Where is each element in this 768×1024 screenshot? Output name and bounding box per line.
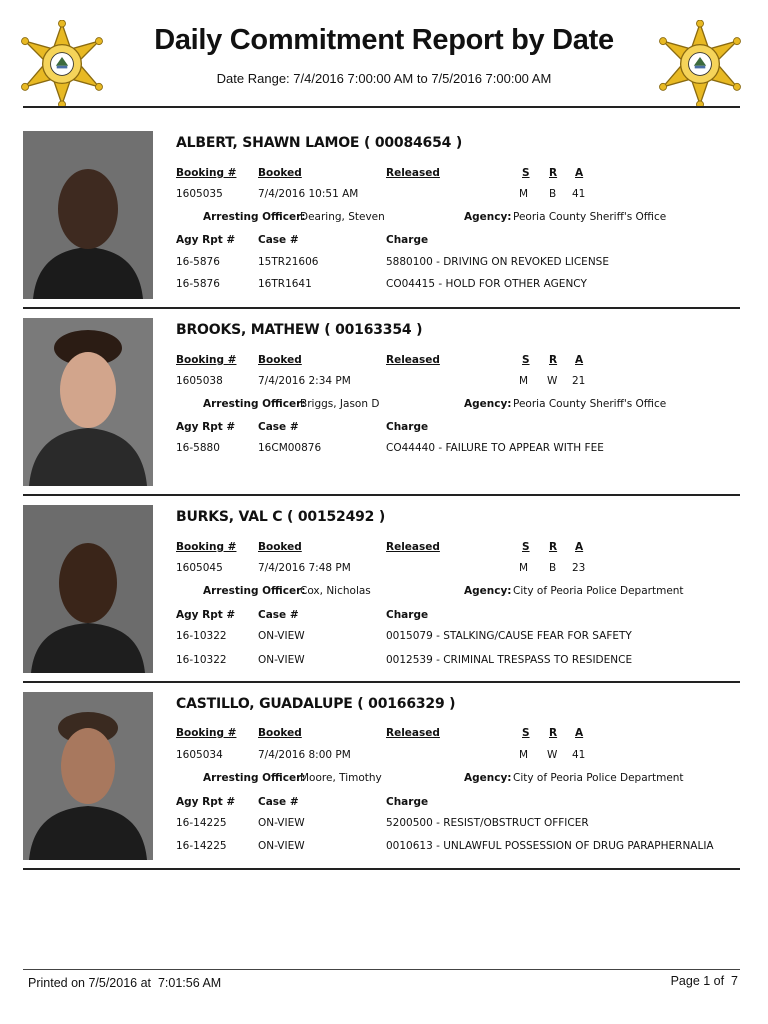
label-agency: Agency: [464, 211, 512, 223]
label-released: Released [386, 541, 440, 553]
label-released: Released [386, 354, 440, 366]
label-released: Released [386, 727, 440, 739]
age-value: 21 [572, 375, 586, 387]
label-sex: S [522, 167, 530, 179]
label-released: Released [386, 167, 440, 179]
label-race: R [549, 167, 558, 179]
charge-description: 5880100 - DRIVING ON REVOKED LICENSE [386, 256, 609, 268]
report-title: Daily Commitment Report by Date [154, 24, 614, 56]
charge-agy-rpt: 16-14225 [176, 840, 227, 852]
label-agency: Agency: [464, 585, 512, 597]
charge-agy-rpt: 16-10322 [176, 654, 227, 666]
label-booked: Booked [258, 541, 302, 553]
age-value: 41 [572, 188, 586, 200]
age-value: 23 [572, 562, 586, 574]
charge-description: 0012539 - CRIMINAL TRESPASS TO RESIDENCE [386, 654, 633, 666]
label-agency: Agency: [464, 398, 512, 410]
agency-value: City of Peoria Police Department [513, 772, 684, 784]
label-agy-rpt: Agy Rpt # [176, 796, 236, 808]
mugshot-photo [23, 692, 153, 860]
agency-value: City of Peoria Police Department [513, 585, 684, 597]
label-charge: Charge [386, 421, 429, 433]
label-arresting-officer: Arresting Officer: [203, 398, 306, 410]
label-race: R [549, 727, 558, 739]
printed-timestamp: Printed on 7/5/2016 at 7:01:56 AM [28, 976, 222, 990]
booked-datetime: 7/4/2016 8:00 PM [258, 749, 351, 761]
label-case: Case # [258, 234, 299, 246]
booking-number: 1605045 [176, 562, 223, 574]
booking-number: 1605035 [176, 188, 223, 200]
label-agy-rpt: Agy Rpt # [176, 421, 236, 433]
label-booked: Booked [258, 167, 302, 179]
label-age: A [575, 354, 584, 366]
label-case: Case # [258, 421, 299, 433]
race-value: W [547, 375, 558, 387]
agency-value: Peoria County Sheriff's Office [513, 398, 667, 410]
page-number: Page 1 of 7 [670, 974, 738, 988]
label-sex: S [522, 354, 530, 366]
label-age: A [575, 167, 584, 179]
charge-agy-rpt: 16-5880 [176, 442, 220, 454]
booking-number: 1605034 [176, 749, 223, 761]
charge-case: ON-VIEW [258, 840, 305, 852]
inmate-name: BURKS, VAL C ( 00152492 ) [176, 509, 386, 525]
charge-description: CO04415 - HOLD FOR OTHER AGENCY [386, 278, 587, 290]
inmate-name: CASTILLO, GUADALUPE ( 00166329 ) [176, 696, 456, 712]
agency-value: Peoria County Sheriff's Office [513, 211, 667, 223]
mugshot-photo [23, 318, 153, 486]
charge-case: ON-VIEW [258, 654, 305, 666]
charge-description: CO44440 - FAILURE TO APPEAR WITH FEE [386, 442, 604, 454]
label-case: Case # [258, 609, 299, 621]
label-booked: Booked [258, 727, 302, 739]
charge-case: ON-VIEW [258, 630, 305, 642]
charge-description: 0015079 - STALKING/CAUSE FEAR FOR SAFETY [386, 630, 632, 642]
charge-case: ON-VIEW [258, 817, 305, 829]
arresting-officer: Cox, Nicholas [300, 585, 371, 597]
arresting-officer: Moore, Timothy [300, 772, 382, 784]
inmate-record [23, 318, 740, 496]
label-charge: Charge [386, 796, 429, 808]
booked-datetime: 7/4/2016 2:34 PM [258, 375, 351, 387]
charge-agy-rpt: 16-5876 [176, 278, 220, 290]
label-sex: S [522, 541, 530, 553]
inmate-record [23, 505, 740, 683]
label-booked: Booked [258, 354, 302, 366]
footer-divider [23, 969, 740, 970]
label-charge: Charge [386, 609, 429, 621]
record-divider [23, 681, 740, 683]
label-arresting-officer: Arresting Officer: [203, 772, 306, 784]
race-value: B [549, 562, 557, 574]
date-range: Date Range: 7/4/2016 7:00:00 AM to 7/5/2016 7:00:00 AM [216, 71, 552, 86]
charge-case: 16TR1641 [258, 278, 312, 290]
race-value: B [549, 188, 557, 200]
label-agency: Agency: [464, 772, 512, 784]
inmate-record [23, 131, 740, 309]
inmate-name: BROOKS, MATHEW ( 00163354 ) [176, 322, 423, 338]
header-divider [23, 106, 740, 108]
sheriff-star-badge-icon [656, 20, 744, 108]
label-booking: Booking # [176, 354, 237, 366]
report-header [0, 0, 768, 110]
race-value: W [547, 749, 558, 761]
record-divider [23, 868, 740, 870]
label-race: R [549, 541, 558, 553]
label-sex: S [522, 727, 530, 739]
booking-number: 1605038 [176, 375, 223, 387]
mugshot-photo [23, 505, 153, 673]
mugshot-photo [23, 131, 153, 299]
label-agy-rpt: Agy Rpt # [176, 234, 236, 246]
age-value: 41 [572, 749, 586, 761]
label-age: A [575, 727, 584, 739]
charge-agy-rpt: 16-5876 [176, 256, 220, 268]
charge-agy-rpt: 16-10322 [176, 630, 227, 642]
charge-case: 16CM00876 [258, 442, 322, 454]
sex-value: M [519, 375, 529, 387]
charge-case: 15TR21606 [258, 256, 319, 268]
arresting-officer: Dearing, Steven [300, 211, 385, 223]
charge-agy-rpt: 16-14225 [176, 817, 227, 829]
label-booking: Booking # [176, 541, 237, 553]
charge-description: 5200500 - RESIST/OBSTRUCT OFFICER [386, 817, 589, 829]
label-agy-rpt: Agy Rpt # [176, 609, 236, 621]
inmate-record [23, 692, 740, 870]
label-race: R [549, 354, 558, 366]
sex-value: M [519, 188, 529, 200]
arresting-officer: Briggs, Jason D [300, 398, 380, 410]
inmate-name: ALBERT, SHAWN LAMOE ( 00084654 ) [176, 135, 463, 151]
sex-value: M [519, 562, 529, 574]
sheriff-star-badge-icon [18, 20, 106, 108]
label-arresting-officer: Arresting Officer: [203, 585, 306, 597]
label-case: Case # [258, 796, 299, 808]
label-charge: Charge [386, 234, 429, 246]
record-divider [23, 494, 740, 496]
label-arresting-officer: Arresting Officer: [203, 211, 306, 223]
record-divider [23, 307, 740, 309]
charge-description: 0010613 - UNLAWFUL POSSESSION OF DRUG PARAPHERNALIA [386, 840, 714, 852]
booked-datetime: 7/4/2016 10:51 AM [258, 188, 359, 200]
label-age: A [575, 541, 584, 553]
booked-datetime: 7/4/2016 7:48 PM [258, 562, 351, 574]
label-booking: Booking # [176, 727, 237, 739]
label-booking: Booking # [176, 167, 237, 179]
sex-value: M [519, 749, 529, 761]
